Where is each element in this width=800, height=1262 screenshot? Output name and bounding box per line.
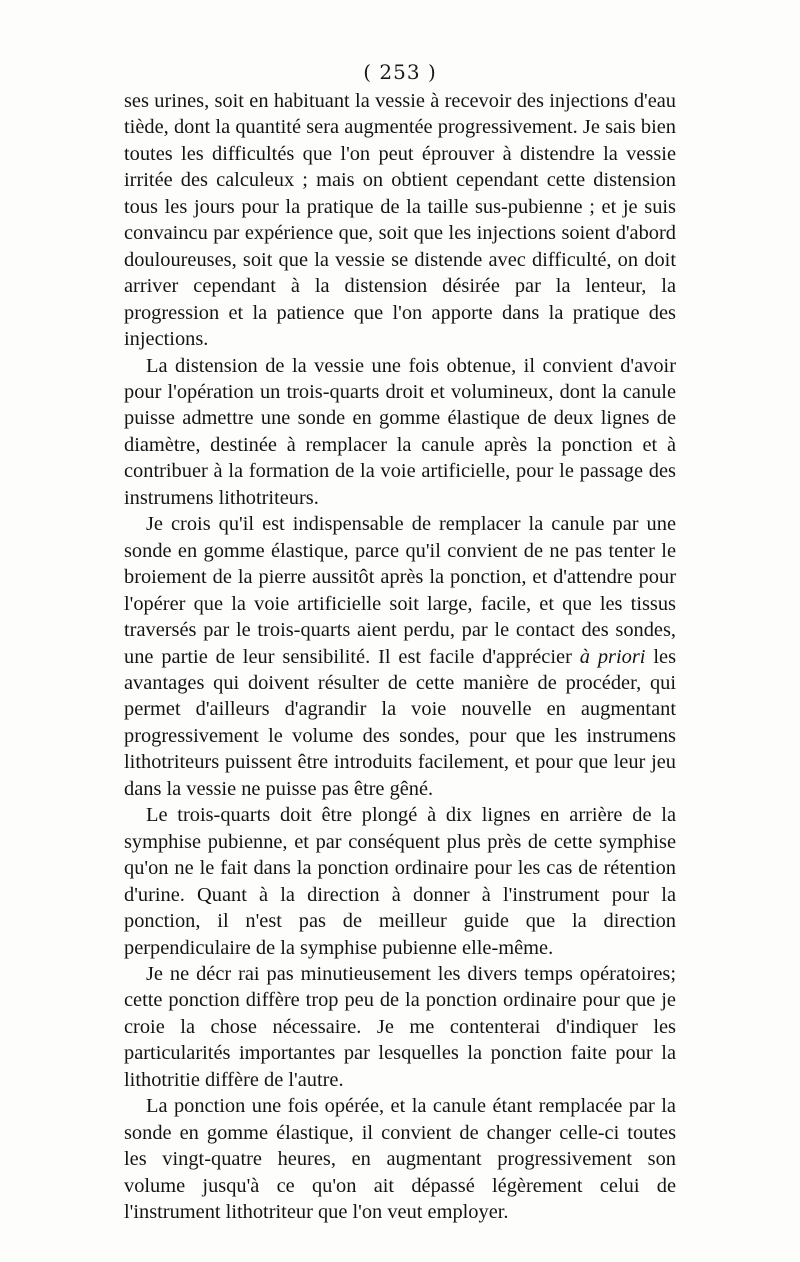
italic-a-priori: à priori <box>579 645 646 668</box>
paragraph-4: Le trois-quarts doit être plongé à dix lignes en arrière de la symphise pubienne, et par conséquent plus près de cette symphise qu'on ne le fait dans la ponction ordinaire pour les cas de rétention d'urine. Quant à la direction à donner à l'instrument pour la ponction, il n'est pas de meilleur guide que la direction perpendiculaire de la symphise pubienne elle-même. <box>124 804 676 959</box>
paragraph-3 <box>124 511 676 802</box>
page-number: ( 253 ) <box>363 60 437 84</box>
paragraph-3-text-after: les avantages qui doivent résulter de cette manière de procéder, qui permet d'ailleurs d'agrandir la voie nouvelle en augmentant progressivement le volume des sondes, pour que les instrumens lithotriteurs puissent être introduits facilement, et pour que leur jeu dans la vessie ne puisse pas être gêné. <box>124 645 677 800</box>
paragraph-1: ses urines, soit en habituant la vessie à recevoir des injections d'eau tiède, dont la quantité sera augmentée progressivement. Je sais bien toutes les difficultés que l'on peut éprouver à distendre la vessie irritée des calculeux ; mais on obtient cependant cette distension tous les jours pour la pratique de la taille sus-pubienne ; et je suis convaincu par expérience que, soit que les injections soient d'abord douloureuses, soit que la vessie se distende avec difficulté, on doit arriver cependant à la distension désirée par la lenteur, la progression et la patience que l'on apporte dans la pratique des injections. <box>124 90 676 351</box>
paragraph-3-text-before: Je crois qu'il est indispensable de remplacer la canule par une sonde en gomme élastique, parce qu'il convient de ne pas tenter le broiement de la pierre aussitôt après la ponction, et d'attendre pour l'opérer que la voie artificielle soit large, facile, et que les tissus traversés par le trois-quarts aient perdu, par le contact des sondes, une partie de leur sensibilité. Il est facile d'apprécier <box>124 513 676 668</box>
body-text <box>124 88 676 1225</box>
paragraph-2: La distension de la vessie une fois obtenue, il convient d'avoir pour l'opération un trois-quarts droit et volumineux, dont la canule puisse admettre une sonde en gomme élastique de deux lignes de diamètre, destinée à remplacer la canule après la ponction et à contribuer à la formation de la voie artificielle, pour le passage des instrumens lithotriteurs. <box>124 354 676 509</box>
paragraph-5: Je ne décr rai pas minutieusement les divers temps opératoires; cette ponction diffère trop peu de la ponction ordinaire pour que je croie la chose nécessaire. Je me contenterai d'indiquer les particularités importantes par lesquelles la ponction faite pour la lithotritie diffère de l'autre. <box>124 962 676 1091</box>
paragraph-6: La ponction une fois opérée, et la canule étant remplacée par la sonde en gomme élastique, il convient de changer celle-ci toutes les vingt-quatre heures, en augmentant progressivement son volume jusqu'à ce qu'on ait dépassé légèrement celui de l'instrument lithotriteur que l'on veut employer. <box>124 1095 676 1224</box>
